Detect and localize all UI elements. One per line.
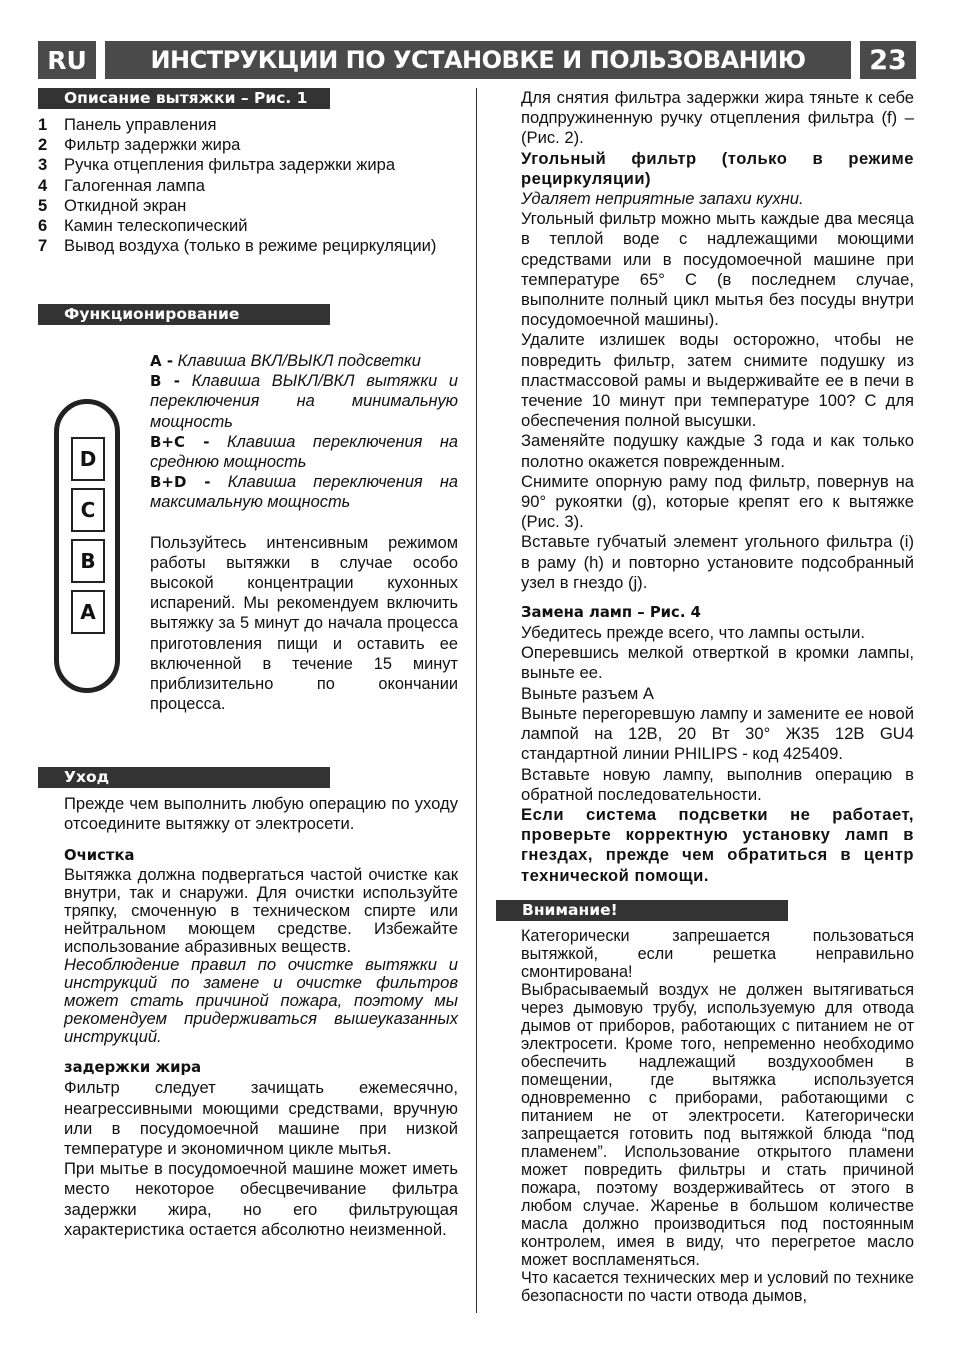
carbon-filter-paragraph: Угольный фильтр можно мыть каждые два месяца в теплой воде с надлежащими моющими средствами или в посудомоечной машине при температуре 65° С (в последнем случае, выполните полный цикл мытья без посуды внутри посудомоечной машины).: [521, 209, 914, 330]
column-divider: [476, 88, 477, 1313]
care-intro: Прежде чем выполнить любую операцию по уходу отсоедините вытяжку от электросети.: [64, 794, 458, 834]
item-text: Ручка отцепления фильтра задержки жира: [64, 155, 396, 175]
key-description: [150, 432, 458, 472]
parts-list: [38, 115, 458, 256]
key-text: Клавиша ВЫКЛ/ВКЛ вытяжки и переключения на минимальную мощность: [150, 372, 458, 431]
item-text: Галогенная лампа: [64, 175, 205, 195]
right-column: [521, 88, 914, 1305]
carbon-filter-paragraph: Снимите опорную раму под фильтр, повернув на 90° рукоятки (g), которые крепят его к вытяжке (Рис. 3).: [521, 471, 914, 532]
filter-removal-text: Для снятия фильтра задержки жира тяньте к себе подпружиненную ручку отцепления фильтра (f) – (Рис. 2).: [521, 88, 914, 148]
key-d: D: [71, 437, 105, 481]
list-item: [38, 155, 458, 175]
page-title: ИНСТРУКЦИИ ПО УСТАНОВКЕ И ПОЛЬЗОВАНИЮ: [105, 41, 851, 79]
attention-paragraph: Выбрасываемый воздух не должен вытягиваться через дымовую трубу, используемую для отвода дымов от приборов, работающих с питанием не от электросети. Кроме того, непременно необходимо обеспечить надлежащий воздухообмен в помещении, где вытяжка используется одновременно с приборами, работающими с питанием не от электросети. Категорически запрещается готовить под вытяжкой блюда “под пламенем”. Использование открытого пламени может повредить фильтры и стать причиной пожара, поэтому воздерживайтесь от этого в любом случае. Жаренье в большом количестве масла должно производиться под постоянным контролем, имея в виду, что перегретое масло может воспламеняться.: [521, 980, 914, 1269]
carbon-filter-paragraph: Удалите излишек воды осторожно, чтобы не повредить фильтр, затем снимите подушку из пластмассовой рамы и выдерживайте ее в печи в течение 10 минут при температуре 100? С для обеспечения полной высушки.: [521, 330, 914, 431]
left-column: [38, 88, 458, 1239]
key-descriptions: [150, 351, 458, 714]
section-heading-operation: Функционирование: [38, 304, 330, 325]
section-heading-attention: Внимание!: [496, 900, 788, 921]
key-description: [150, 371, 458, 432]
lamps-warning: Если система подсветки не работает, проверьте корректную установку ламп в гнездах, прежде чем обратиться в центр технической помощи.: [521, 804, 914, 885]
grease-filter-dishwasher: При мытье в посудомоечной машине может иметь место некоторое обесцвечивание фильтра задержки жира, но его фильтрующая характеристика остается абсолютно неизменной.: [64, 1159, 458, 1239]
key-description: [150, 351, 458, 371]
lamps-paragraph: Выньте перегоревшую лампу и замените ее новой лампой на 12В, 20 Вт 30° Ж35 12В GU4 стандартной линии PHILIPS - код 425409.: [521, 703, 914, 764]
section-heading-care: Уход: [38, 767, 330, 788]
key-a: A: [71, 590, 105, 634]
page-number: 23: [860, 41, 916, 79]
attention-section: [521, 927, 914, 1305]
item-text: Панель управления: [64, 115, 217, 134]
grease-filter-text: Фильтр следует зачищать ежемесячно, неагрессивными моющими средствами, вручную или в посудомоечной машине при низкой температуре и экономичном цикле мытья.: [64, 1078, 458, 1159]
carbon-filter-title: Угольный фильтр (только в режиме рециркуляции): [521, 148, 914, 188]
care-section: [38, 767, 458, 1240]
key-b: B: [71, 539, 105, 583]
cleaning-title: Очистка: [64, 847, 135, 865]
carbon-filter-paragraph: Заменяйте подушку каждые 3 года и как только полотно окажется поврежденным.: [521, 431, 914, 471]
item-number: 2: [38, 135, 48, 155]
lamps-paragraph: Оперевшись мелкой отверткой в кромки лампы, выньте ее.: [521, 643, 914, 683]
key-label: B -: [150, 372, 181, 391]
key-label: A -: [150, 352, 174, 370]
lamps-paragraph: Вставьте новую лампу, выполнив операцию в обратной последовательности.: [521, 764, 914, 804]
carbon-filter-paragraph: Вставьте губчатый элемент угольного фильтра (i) в раму (h) и повторно установите подсобранный узел в гнездо (j).: [521, 532, 914, 592]
list-item: [38, 216, 458, 236]
key-text: Клавиша ВКЛ/ВЫКЛ подсветки: [177, 352, 421, 370]
item-number: 5: [38, 195, 48, 215]
attention-paragraph: Категорически запрешается пользоваться вытяжкой, если решетка неправильно смонтирована!: [521, 926, 914, 981]
item-number: 1: [38, 115, 48, 134]
key-text: Клавиша переключения на максимальную мощность: [150, 473, 458, 512]
item-number: 7: [38, 236, 48, 256]
intensive-mode-text: Пользуйтесь интенсивным режимом работы вытяжки в случае особо высокой концентрации кухонных испарений. Мы рекомендуем включить вытяжку за 5 минут до начала процесса приготовления пищи и оставить ее включенной в течение 15 минут приблизительно по окончании процесса.: [150, 533, 458, 714]
item-text: Вывод воздуха (только в режиме рециркуляции): [64, 236, 437, 256]
carbon-filter-subtitle: Удаляет неприятные запахи кухни.: [521, 189, 804, 209]
item-number: 4: [38, 175, 48, 195]
key-label: B+D -: [150, 473, 211, 492]
key-label: B+C -: [150, 432, 210, 451]
item-text: Откидной экран: [64, 195, 187, 215]
lamps-paragraph: Убедитесь прежде всего, что лампы остыли.: [521, 623, 866, 643]
item-text: Камин телескопический: [64, 216, 248, 236]
lamps-paragraph: Выньте разъем А: [521, 683, 654, 703]
list-item: [38, 115, 458, 135]
grease-filter-title: задержки жира: [64, 1059, 202, 1077]
attention-paragraph: Что касается технических мер и условий по технике безопасности по части отвода дымов,: [521, 1268, 914, 1305]
list-item: [38, 176, 458, 196]
key-text: Клавиша переключения на среднюю мощность: [150, 432, 458, 472]
item-number: 6: [38, 216, 48, 236]
item-text: Фильтр задержки жира: [64, 135, 241, 155]
key-description: [150, 472, 458, 512]
list-item: [38, 135, 458, 155]
language-badge: RU: [38, 41, 96, 79]
cleaning-text: Вытяжка должна подвергаться частой очистке как внутри, так и снаружи. Для очистки используйте тряпку, смоченную в техническом спирте или нейтральном моющем средстве. Избежайте использование абразивных веществ.: [64, 865, 458, 957]
cleaning-warning: Несоблюдение правил по очистке вытяжки и инструкций по замене и очистке фильтров может стать причиной пожара, поэтому мы рекомендуем придерживаться вышеуказанных инструкций.: [64, 955, 458, 1047]
key-c: C: [71, 488, 105, 532]
lamps-title: Замена ламп – Рис. 4: [521, 604, 701, 622]
section-heading-description: Описание вытяжки – Рис. 1: [38, 88, 330, 109]
list-item: [38, 196, 458, 216]
item-number: 3: [38, 155, 48, 175]
list-item: [38, 236, 458, 256]
